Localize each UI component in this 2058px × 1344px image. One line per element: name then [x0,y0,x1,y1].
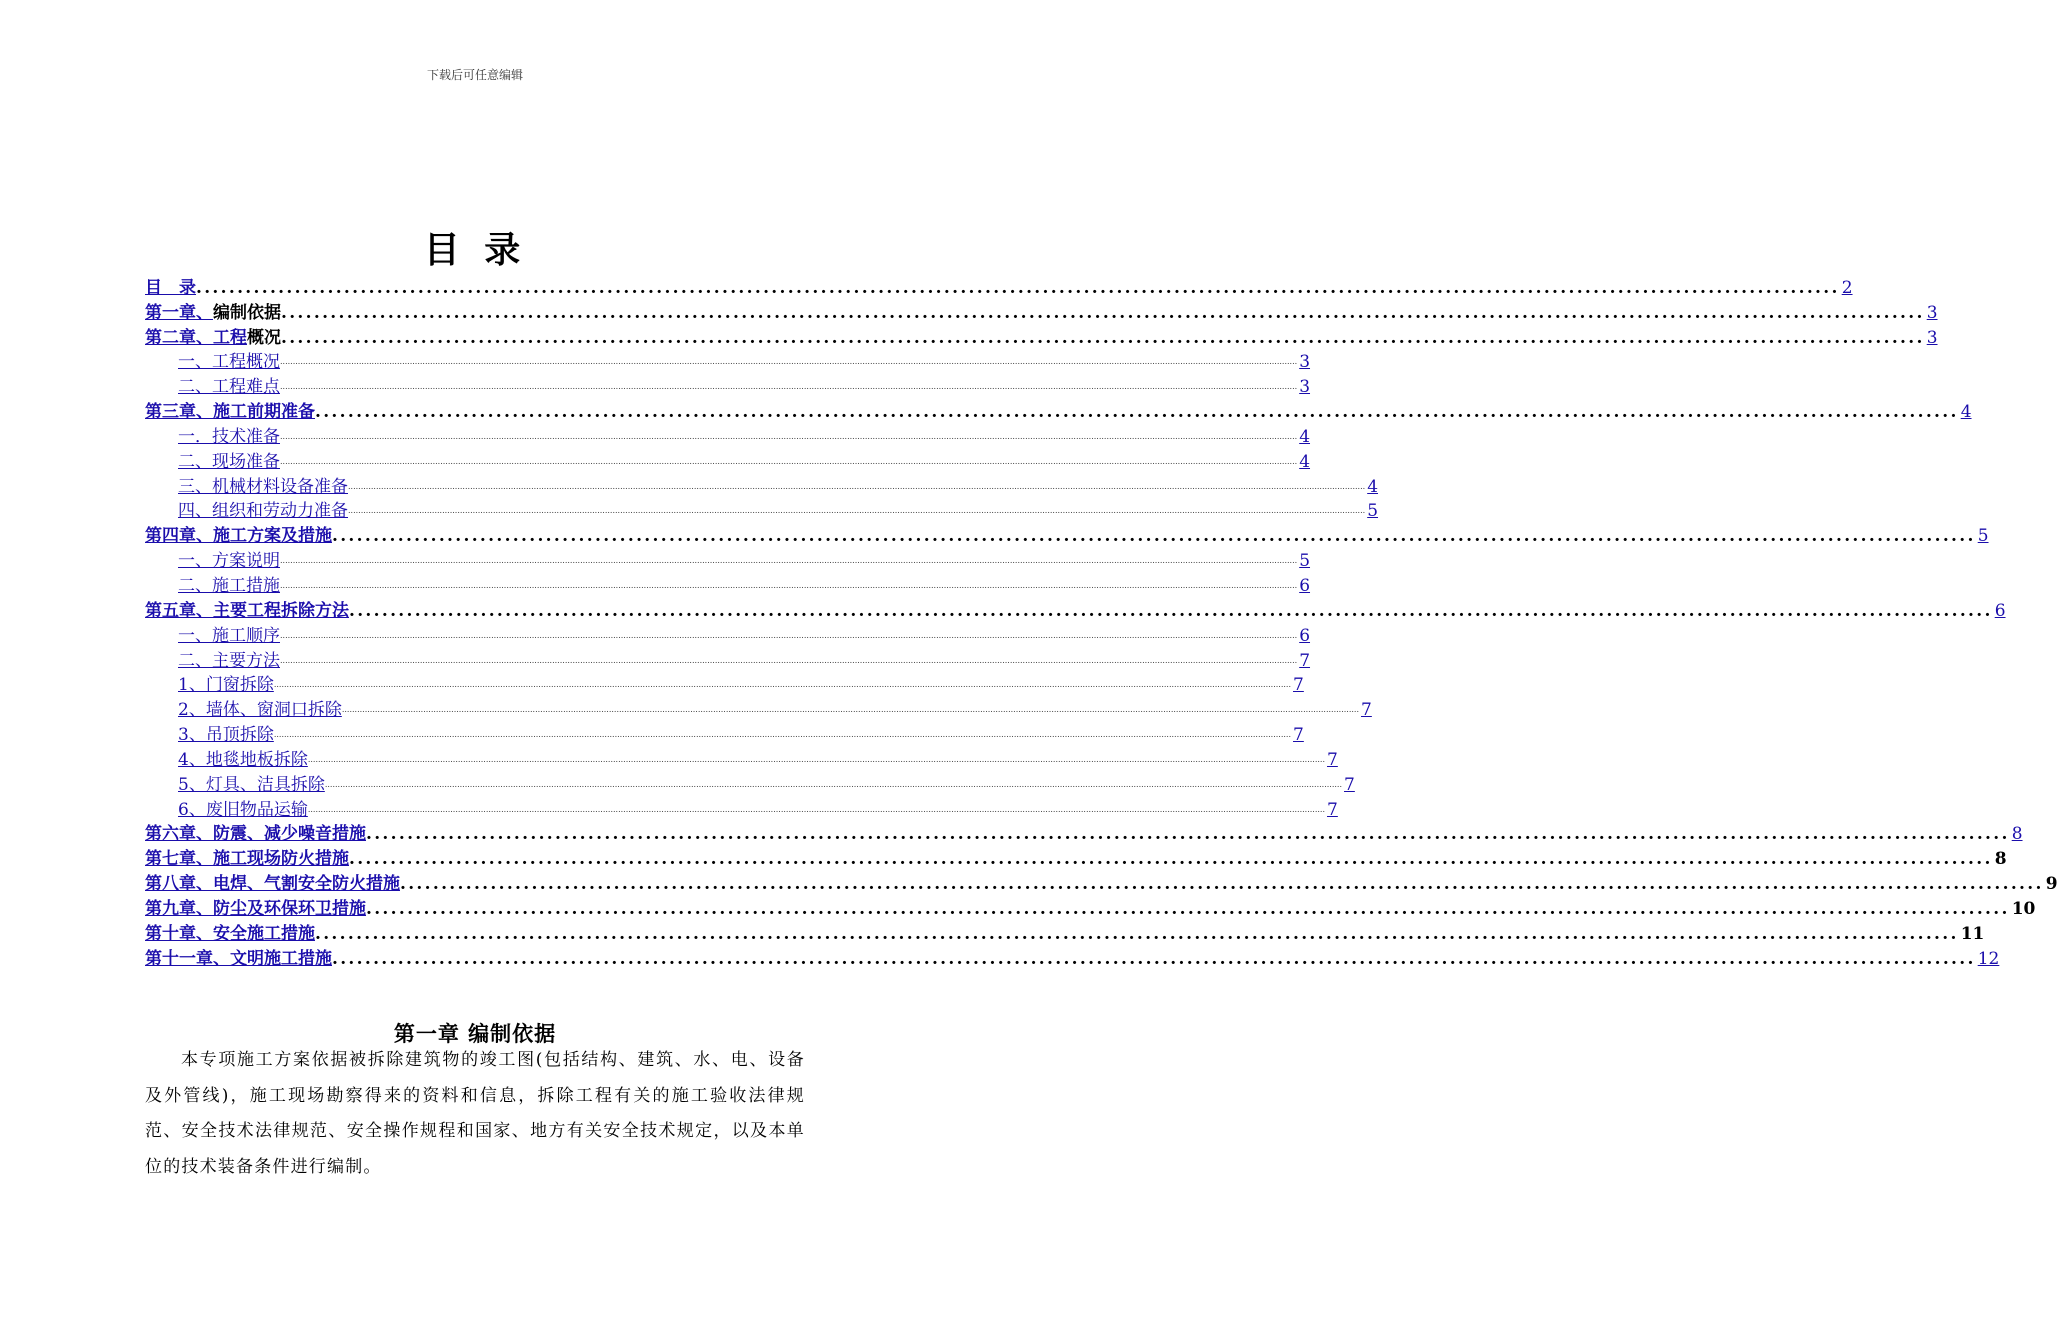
toc-entry-label-text: 概况 [247,327,281,348]
toc-entry-link[interactable]: 一．技术准备 [178,426,280,447]
toc-entry-link[interactable]: 第六章、防震、减少噪音措施 [145,824,366,845]
toc-entry-link[interactable]: 二、主要方法 [178,650,280,671]
toc-entry-link[interactable]: 第一章、 [145,302,213,323]
toc-entry-label[interactable] [178,650,280,672]
toc-entry-link[interactable]: 第三章、施工前期准备 [145,402,315,423]
toc-entry-label[interactable] [145,600,349,622]
toc-entry-label[interactable] [145,823,366,845]
toc-page-number[interactable]: 6 [1299,625,1311,646]
toc-dot-leader: ........................................................................................................................................................................................................ [366,898,2010,919]
page-header-note: 下载后可任意编辑 [426,68,523,82]
toc-dot-leader: ................................................................................................................................................................................................................................................................................................................................................................................................................ [280,456,1298,466]
toc-entry-label[interactable] [145,923,315,945]
toc-entry[interactable] [145,895,2036,920]
toc-entry-link[interactable]: 第九章、防尘及环保环卫措施 [145,898,366,919]
toc-dot-leader: ................................................................................................................................................................................................................................................................................................................................................................................................................ [324,779,1343,789]
toc-entry[interactable] [145,398,1972,423]
toc-dot-leader: ........................................................................................................................................................................................................ [349,849,1993,870]
toc-page-number[interactable]: 6 [1994,600,2006,621]
toc-entry-label[interactable] [145,948,332,970]
toc-entry-label[interactable] [178,799,308,821]
toc-entry-label[interactable] [145,848,349,870]
toc-entry-link[interactable]: 第七章、施工现场防火措施 [145,849,349,870]
toc-entry-label[interactable] [178,575,280,597]
toc-entry[interactable] [145,423,1311,448]
toc-entry-label[interactable] [178,674,274,696]
toc-entry-label[interactable] [145,327,281,349]
toc-dot-leader: ........................................................................................................................................................................................................ [281,302,1925,323]
toc-entry[interactable] [145,796,1338,821]
toc-entry-link[interactable]: 4、地毯地板拆除 [178,749,308,770]
toc-page-number[interactable]: 4 [1299,426,1311,447]
toc-page-number[interactable]: 8 [2011,824,2023,845]
toc-entry[interactable] [145,349,1311,374]
toc-dot-leader: ................................................................................................................................................................................................................................................................................................................................................................................................................ [348,481,1366,491]
toc-dot-leader: ................................................................................................................................................................................................................................................................................................................................................................................................................ [307,804,1326,814]
toc-page-number[interactable]: 3 [1926,327,1938,348]
toc-entry-link[interactable]: 四、组织和劳动力准备 [178,501,348,522]
toc-page-number[interactable]: 3 [1926,302,1938,323]
toc-dot-leader: ................................................................................................................................................................................................................................................................................................................................................................................................................ [341,705,1360,715]
toc-entry-link[interactable]: 第十一章、文明施工措施 [145,948,332,969]
toc-dot-leader: ........................................................................................................................................................................................................ [349,600,1993,621]
toc-dot-leader: ........................................................................................................................................................................................................ [315,402,1959,423]
toc-page-number[interactable]: 12 [1977,948,2000,969]
toc-entry-link[interactable]: 二、工程难点 [178,377,280,398]
toc-entry[interactable] [145,373,1311,398]
toc-entry-link[interactable]: 3、吊顶拆除 [178,725,274,746]
toc-entry-link[interactable]: 第五章、主要工程拆除方法 [145,600,349,621]
toc-entry-label[interactable] [178,625,280,647]
toc-entry[interactable] [145,672,1304,697]
toc-dot-leader: ........................................................................................................................................................................................................ [366,824,2010,845]
toc-entry[interactable] [145,746,1338,771]
toc-page-number[interactable]: 7 [1293,675,1304,696]
toc-page-number[interactable]: 3 [1299,352,1311,373]
toc-page-number[interactable]: 7 [1327,749,1338,770]
toc-dot-leader: ................................................................................................................................................................................................................................................................................................................................................................................................................ [273,730,1292,740]
toc-entry-label[interactable] [178,376,280,398]
toc-entry-label[interactable] [145,873,400,895]
toc-page-number[interactable]: 7 [1293,725,1304,746]
toc-entry-label[interactable] [145,302,281,324]
toc-dot-leader: ........................................................................................................................................................................................................ [400,874,2044,895]
toc-page-number: 9 [2045,874,2058,895]
toc-page-number[interactable]: 4 [1367,476,1379,497]
toc-entry-label-text: 编制依据 [213,302,281,323]
chapter-heading: 第一章 编制依据 [393,1021,557,1046]
toc-dot-leader: ................................................................................................................................................................................................................................................................................................................................................................................................................ [280,580,1298,590]
toc-entry[interactable] [145,522,1989,547]
toc-page-number[interactable]: 4 [1960,402,1972,423]
toc-entry-label[interactable] [178,451,280,473]
toc-entry-link[interactable]: 6、废旧物品运输 [178,799,308,820]
toc-entry-link[interactable]: 三、机械材料设备准备 [178,476,348,497]
toc-entry-label[interactable] [145,401,315,423]
toc-page-number[interactable]: 6 [1299,575,1311,596]
toc-entry[interactable] [145,696,1372,721]
toc-page-number[interactable]: 7 [1299,650,1311,671]
toc-entry[interactable] [145,622,1311,647]
toc-entry-link[interactable]: 二、现场准备 [178,451,280,472]
toc-dot-leader: ................................................................................................................................................................................................................................................................................................................................................................................................................ [280,655,1298,665]
toc-dot-leader: ........................................................................................................................................................................................................ [332,948,1976,969]
toc-entry-label[interactable] [178,774,325,796]
toc-entry[interactable] [145,945,2000,970]
toc-entry-link[interactable]: 目 录 [145,277,196,298]
table-of-contents [145,274,2058,970]
toc-entry-link[interactable]: 第二章、工程 [145,327,247,348]
toc-entry-link[interactable]: 5、灯具、洁具拆除 [178,774,325,795]
chapter-paragraph: 本专项施工方案依据被拆除建筑物的竣工图(包括结构、建筑、水、电、设备及外管线)，施工现场勘察得来的资料和信息，拆除工程有关的施工验收法律规范、安全技术法律规范、安全操作规程和国家、地方有关安全技术规定，以及本单位的技术装备条件进行编制。 [145,1050,805,1177]
toc-dot-leader: ................................................................................................................................................................................................................................................................................................................................................................................................................ [280,382,1298,392]
toc-dot-leader: ........................................................................................................................................................................................................ [315,923,1959,944]
toc-entry[interactable] [145,647,1311,672]
toc-entry-label[interactable] [145,277,196,299]
toc-dot-leader: ........................................................................................................................................................................................................ [196,277,1840,298]
toc-entry-label[interactable] [178,500,348,522]
toc-entry-label[interactable] [178,550,280,572]
toc-entry-label[interactable] [178,749,308,771]
toc-entry-label[interactable] [178,351,280,373]
toc-dot-leader: ........................................................................................................................................................................................................ [332,526,1976,547]
toc-entry-label[interactable] [178,699,342,721]
toc-entry-link[interactable]: 二、施工措施 [178,575,280,596]
toc-entry-link[interactable]: 第八章、电焊、气割安全防火措施 [145,874,400,895]
toc-entry-label[interactable] [178,724,274,746]
toc-page-number[interactable]: 4 [1299,451,1311,472]
toc-entry-link[interactable]: 一、工程概况 [178,352,280,373]
toc-entry-label[interactable] [178,426,280,448]
toc-entry[interactable] [145,498,1379,523]
toc-entry-link[interactable]: 一、施工顺序 [178,625,280,646]
toc-entry-label[interactable] [145,525,332,547]
toc-entry[interactable] [145,845,2007,870]
toc-entry[interactable] [145,721,1304,746]
toc-entry-label[interactable] [145,898,366,920]
toc-entry[interactable] [145,324,1938,349]
toc-entry-link[interactable]: 第十章、安全施工措施 [145,923,315,944]
toc-entry[interactable] [145,547,1311,572]
toc-dot-leader: ................................................................................................................................................................................................................................................................................................................................................................................................................ [273,680,1292,690]
toc-entry-link[interactable]: 一、方案说明 [178,551,280,572]
toc-entry[interactable] [145,920,1985,945]
toc-title: 目 录 [423,229,527,271]
toc-entry-link[interactable]: 1、门窗拆除 [178,675,274,696]
toc-entry[interactable] [145,473,1379,498]
toc-entry[interactable] [145,821,2023,846]
toc-page-number[interactable]: 2 [1841,277,1853,298]
toc-page-number[interactable]: 5 [1367,501,1379,522]
toc-dot-leader: ................................................................................................................................................................................................................................................................................................................................................................................................................ [280,431,1298,441]
toc-page-number: 10 [2011,898,2036,919]
toc-page-number: 11 [1960,923,1985,944]
toc-page-number[interactable]: 7 [1327,799,1338,820]
toc-dot-leader: ................................................................................................................................................................................................................................................................................................................................................................................................................ [280,357,1298,367]
toc-entry[interactable] [145,299,1938,324]
toc-dot-leader: ................................................................................................................................................................................................................................................................................................................................................................................................................ [280,630,1298,640]
toc-page-number[interactable]: 7 [1361,700,1372,721]
toc-entry[interactable] [145,448,1311,473]
toc-entry-link[interactable]: 2、墙体、窗洞口拆除 [178,700,342,721]
toc-dot-leader: ................................................................................................................................................................................................................................................................................................................................................................................................................ [307,754,1326,764]
toc-entry[interactable] [145,870,2058,895]
toc-page-number[interactable]: 5 [1299,551,1311,572]
toc-page-number[interactable]: 7 [1344,774,1355,795]
toc-page-number[interactable]: 3 [1299,377,1311,398]
toc-page-number: 8 [1994,849,2007,870]
toc-dot-leader: ................................................................................................................................................................................................................................................................................................................................................................................................................ [348,506,1366,516]
toc-entry[interactable] [145,572,1311,597]
toc-dot-leader: ................................................................................................................................................................................................................................................................................................................................................................................................................ [280,556,1298,566]
toc-page-number[interactable]: 5 [1977,526,1989,547]
toc-entry-link[interactable]: 第四章、施工方案及措施 [145,526,332,547]
toc-entry[interactable] [145,274,1853,299]
toc-entry-label[interactable] [178,476,348,498]
toc-dot-leader: ........................................................................................................................................................................................................ [281,327,1925,348]
toc-entry[interactable] [145,771,1355,796]
toc-entry[interactable] [145,597,2006,622]
